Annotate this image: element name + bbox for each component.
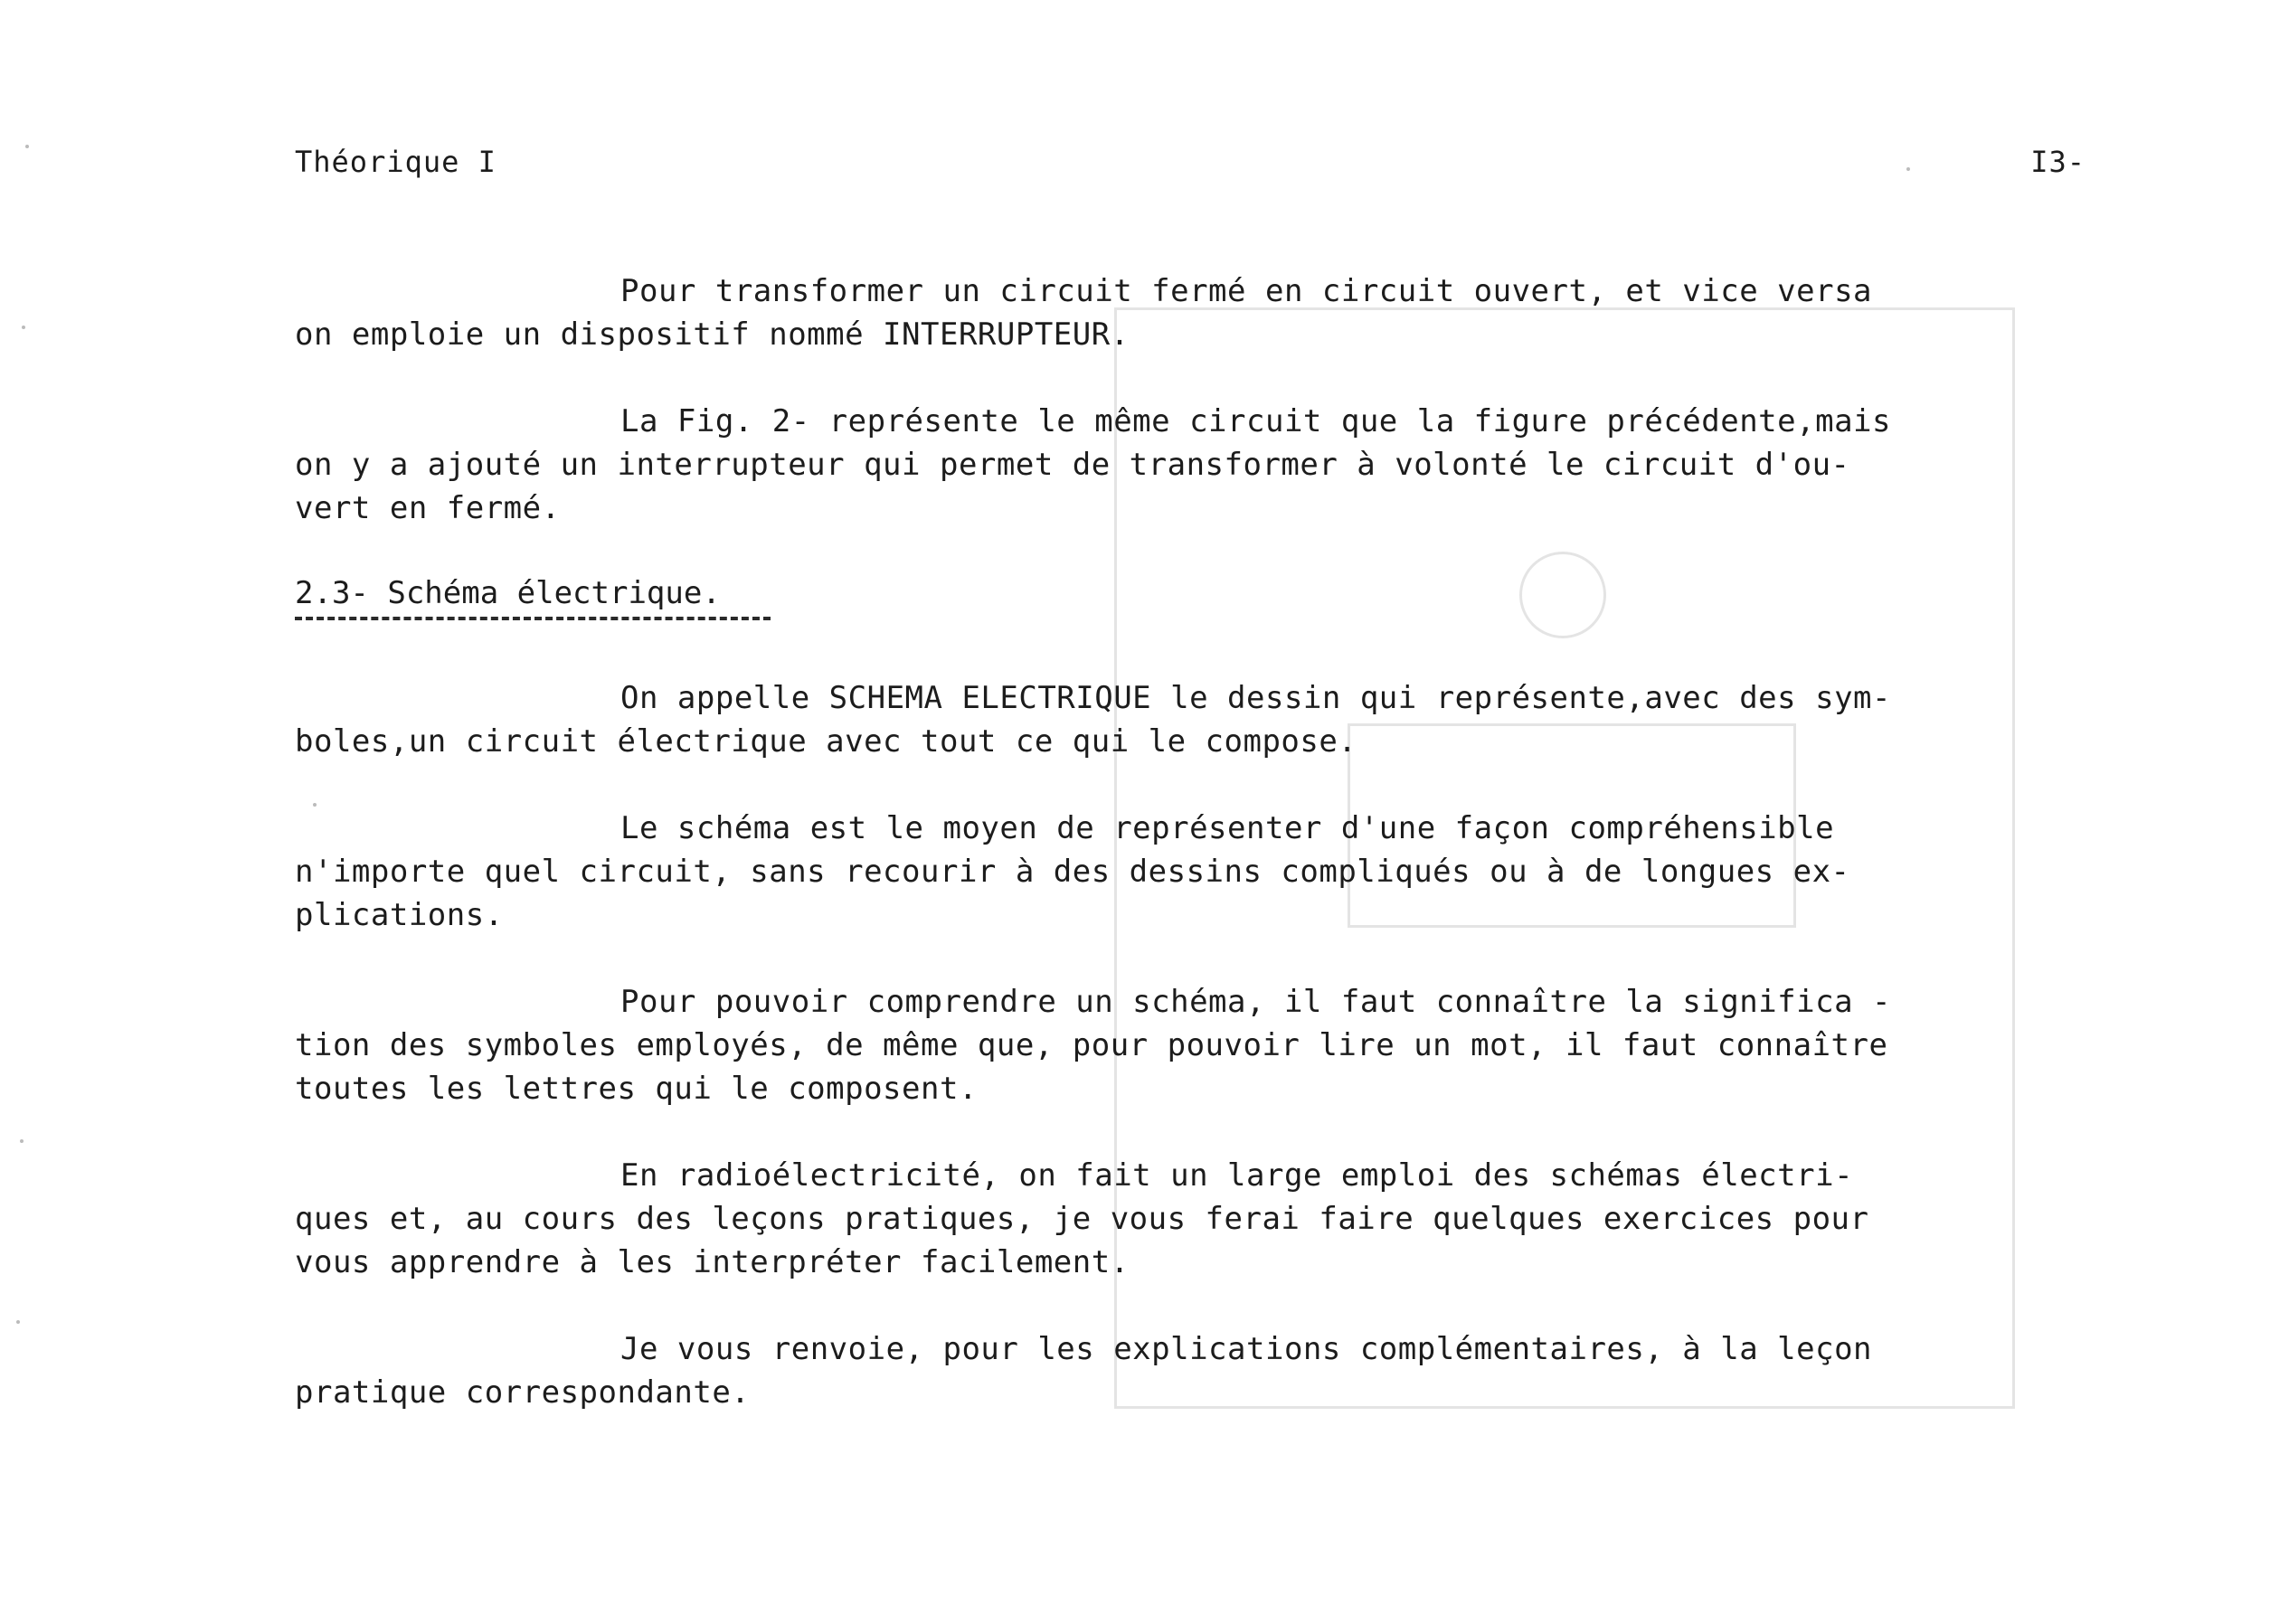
paragraph-line: vert en fermé. [295,490,561,526]
paragraph-line: vous apprendre à les interpréter facilement. [295,1244,1130,1280]
paragraph-line: boles,un circuit électrique avec tout ce qui le compose. [295,723,1357,760]
dust-speck [22,326,25,329]
paragraph-line: La Fig. 2- représente le même circuit que la figure précédente,mais [620,403,1891,439]
paragraph-line: plications. [295,897,504,933]
paragraph-line: toutes les lettres qui le composent. [295,1071,978,1107]
paragraph-line: on emploie un dispositif nommé INTERRUPTEUR. [295,316,1130,353]
section-heading-underline [295,617,771,620]
section-heading: 2.3- Schéma électrique. [295,575,721,611]
bleed-through-lamp-icon [1519,552,1606,638]
paragraph-line: Pour transformer un circuit fermé en circuit ouvert, et vice versa [620,273,1873,309]
paragraph-line: Pour pouvoir comprendre un schéma, il faut connaître la significa - [620,984,1891,1020]
paragraph-line: pratique correspondante. [295,1374,751,1411]
dust-speck [20,1139,24,1143]
dust-speck [313,803,317,807]
dust-speck [25,145,29,148]
paragraph-line: Je vous renvoie, pour les explications complémentaires, à la leçon [620,1331,1873,1367]
paragraph-line: ques et, au cours des leçons pratiques, je vous ferai faire quelques exercices pour [295,1201,1869,1237]
paragraph-line: On appelle SCHEMA ELECTRIQUE le dessin qui représente,avec des sym- [620,680,1891,716]
page-number: I3- [2030,145,2086,179]
dust-speck [1906,167,1910,171]
header-title: Théorique I [295,145,497,179]
paragraph-line: n'importe quel circuit, sans recourir à des dessins compliqués ou à de longues ex- [295,854,1850,890]
dust-speck [16,1320,20,1324]
paragraph-line: on y a ajouté un interrupteur qui permet de transformer à volonté le circuit d'ou- [295,447,1850,483]
paragraph-line: En radioélectricité, on fait un large emploi des schémas électri- [620,1157,1854,1194]
paragraph-line: tion des symboles employés, de même que, pour pouvoir lire un mot, il faut connaître [295,1027,1888,1063]
paragraph-line: Le schéma est le moyen de représenter d'une façon compréhensible [620,810,1835,846]
